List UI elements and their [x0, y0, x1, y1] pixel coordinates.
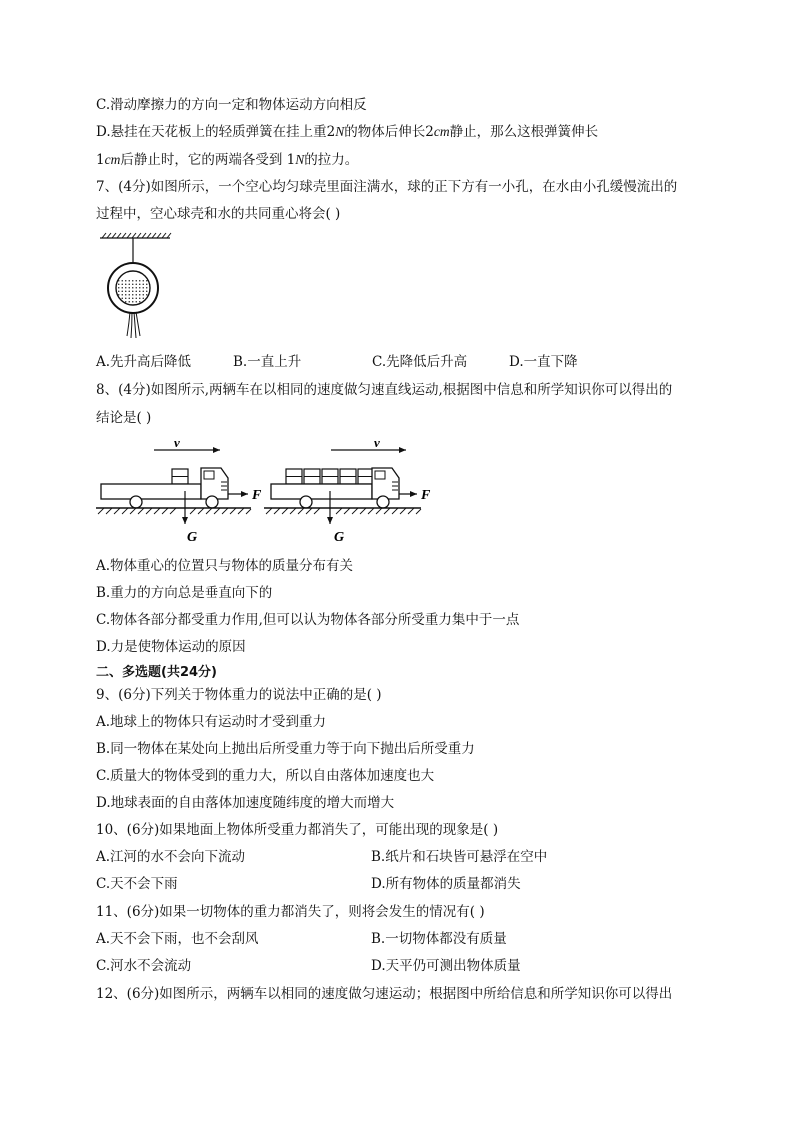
q8-option-a: A.物体重心的位置只与物体的质量分布有关 [96, 558, 354, 574]
truck-2 [271, 438, 431, 545]
q7-option-a: A.先升高后降低 [96, 354, 192, 370]
q7-stem-line2: 过程中，空心球壳和水的共同重心将会( ) [96, 206, 341, 222]
truck-2-bed [271, 484, 372, 499]
q11-option-b: B.一切物体都没有质量 [371, 931, 507, 947]
water-stream [127, 312, 140, 338]
q6-option-d: D.悬挂在天花板上的轻质弹簧在挂上重2N的物体后伸长2cm静止，那么这根弹簧伸长 [96, 124, 599, 140]
q6-option-d-continued: 1cm后静止时，它的两端各受到 1N的拉力。 [96, 152, 359, 168]
q7-stem-line1: 7、(4分)如图所示，一个空心均匀球壳里面注满水，球的正下方有一小孔，在水由小孔缓慢流出的 [96, 179, 678, 195]
truck-1-rear-wheel [130, 496, 142, 508]
q8-option-d: D.力是使物体运动的原因 [96, 639, 246, 655]
q10-option-d: D.所有物体的质量都消失 [371, 876, 521, 892]
q7-option-b: B.一直上升 [233, 354, 302, 370]
q12-stem: 12、(6分)如图所示，两辆车以相同的速度做匀速运动；根据图中所给信息和所学知识你可以得出 [96, 986, 673, 1002]
truck-1-force-label: F [252, 488, 262, 503]
q11-option-d: D.天平仍可测出物体质量 [371, 958, 521, 974]
q8-two-trucks-figure [96, 438, 442, 550]
q10-option-b: B.纸片和石块皆可悬浮在空中 [371, 849, 548, 865]
q9-stem: 9、(6分)下列关于物体重力的说法中正确的是( ) [96, 687, 382, 703]
ceiling-hatch [100, 233, 171, 238]
q10-option-a: A.江河的水不会向下流动 [96, 849, 246, 865]
q8-stem-line1: 8、(4分)如图所示,两辆车在以相同的速度做匀速直线运动,根据图中信息和所学知识你可以得出的 [96, 382, 673, 398]
q11-option-c: C.河水不会流动 [96, 958, 192, 974]
q9-option-b: B.同一物体在某处向上抛出后所受重力等于向下抛出后所受重力 [96, 741, 475, 757]
truck-2-gravity-label: G [334, 530, 345, 545]
truck-1-bed [101, 484, 201, 499]
q11-stem: 11、(6分)如果一切物体的重力都消失了，则将会发生的情况有( ) [96, 904, 485, 920]
truck-2-force-label: F [421, 488, 431, 503]
truck-2-velocity-label: v [374, 438, 380, 450]
ground-2 [264, 508, 421, 514]
q6-option-c: C.滑动摩擦力的方向一定和物体运动方向相反 [96, 97, 367, 113]
q10-stem: 10、(6分)如果地面上物体所受重力都消失了，可能出现的现象是( ) [96, 822, 499, 838]
ground-1 [96, 508, 251, 514]
truck-2-rear-wheel [300, 496, 312, 508]
truck-1-gravity-label: G [187, 530, 198, 545]
q11-option-a: A.天不会下雨，也不会刮风 [96, 931, 259, 947]
q7-option-d: D.一直下降 [509, 354, 578, 370]
q7-option-c: C.先降低后升高 [372, 354, 468, 370]
section-2-title: 二、多选题(共24分) [96, 665, 217, 680]
q9-option-a: A.地球上的物体只有运动时才受到重力 [96, 714, 327, 730]
truck-1 [101, 438, 262, 545]
q9-option-c: C.质量大的物体受到的重力大，所以自由落体加速度也大 [96, 768, 435, 784]
truck-2-front-wheel [377, 496, 389, 508]
q8-stem-line2: 结论是( ) [96, 410, 152, 426]
truck-1-front-wheel [206, 496, 218, 508]
q9-option-d: D.地球表面的自由落体加速度随纬度的增大而增大 [96, 795, 395, 811]
truck-1-velocity-label: v [174, 438, 180, 450]
q8-option-c: C.物体各部分都受重力作用,但可以认为物体各部分所受重力集中于一点 [96, 612, 520, 628]
q7-hanging-ball-figure [96, 230, 176, 342]
q8-option-b: B.重力的方向总是垂直向下的 [96, 585, 273, 601]
q10-option-c: C.天不会下雨 [96, 876, 178, 892]
